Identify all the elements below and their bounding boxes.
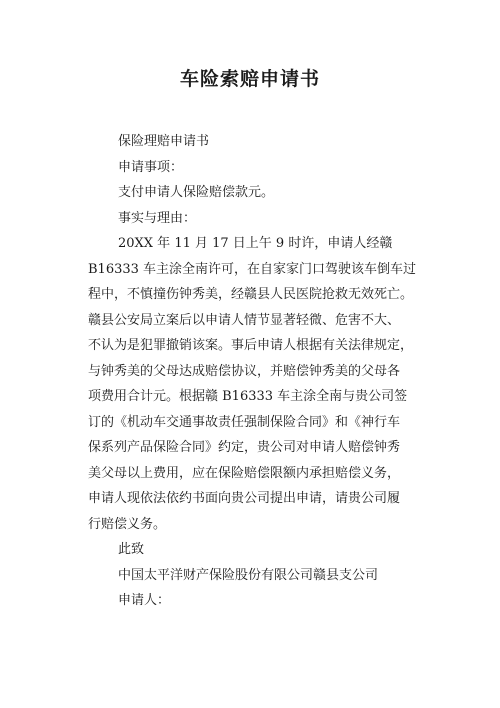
body-line: 订的《机动车交通事故责任强制保险合同》和《神行车 [88,414,401,430]
body-line: 美父母以上费用，应在保险赔偿限额内承担赔偿义务， [88,465,401,481]
body-line: 赣县公安局立案后以申请人情节显著轻微、危害不大、 [88,312,401,328]
body-line: 20XX 年 11 月 17 日上午 9 时许，申请人经赣 [118,236,393,251]
body-line: 项费用合计元。根据赣 B16333 车主涂全南与贵公司签 [88,389,408,404]
body-line: 申请人现依法依约书面向贵公司提出申请，请贵公司履 [88,491,401,506]
body-line-salutation: 此致 [118,542,145,557]
body-line-heading: 保险理赔申请书 [118,134,210,149]
body-line-request-label: 申请事项： [118,159,184,175]
document-title: 车险索赔申请书 [179,68,320,90]
body-line: 与钟秀美的父母达成赔偿协议，并赔偿钟秀美的父母各 [88,363,401,379]
body-line: 行赔偿义务。 [88,516,167,532]
body-line-applicant: 申请人： [118,593,171,608]
body-line-recipient: 中国太平洋财产保险股份有限公司赣县支公司 [118,567,379,583]
body-line: 程中，不慎撞伤钟秀美，经赣县人民医院抢救无效死亡。 [88,287,414,302]
document-body [0,129,500,614]
body-line: B16333 车主涂全南许可，在自家家门口驾驶该车倒车过 [88,261,417,277]
body-line-request: 支付申请人保险赔偿款元。 [118,185,275,200]
body-line: 保系列产品保险合同》约定，贵公司对申请人赔偿钟秀 [88,440,401,455]
body-line-facts-label: 事实与理由： [118,210,197,226]
body-line: 不认为是犯罪撤销该案。事后申请人根据有关法律规定， [88,338,414,353]
